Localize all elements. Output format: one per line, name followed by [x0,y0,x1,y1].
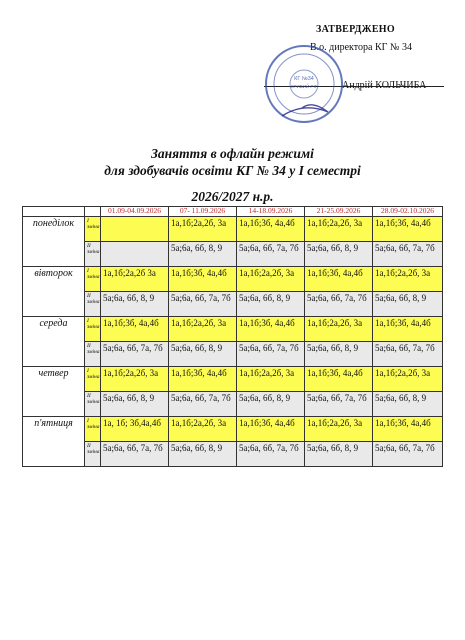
approval-name: Андрій КОЛЬЧИБА [342,80,427,91]
official-stamp [262,42,346,126]
schedule-table [22,206,443,467]
schedule-cell: 1а,1б;2а,2б, 3а [101,367,169,392]
approval-title: ЗАТВЕРДЖЕНО [316,24,395,35]
svg-text:КГ №34: КГ №34 [294,76,314,82]
schedule-cell: 1а, 1б; 3б,4а,4б [101,417,169,442]
schedule-cell: 5а;6а, 6б, 8, 9 [169,342,237,367]
week-header: 01.09-04.09.2026 [101,207,169,217]
shift-label: І зміна [85,317,101,342]
schedule-cell: 5а;6а, 6б, 7а, 7б [305,392,373,417]
shift-label: І зміна [85,417,101,442]
shift-label: ІІ зміна [85,392,101,417]
schedule-cell: 5а;6а, 6б, 7а, 7б [237,342,305,367]
table-row [23,442,443,467]
schedule-cell: 1а,1б;2а,2б, 3а [305,217,373,242]
schedule-cell: 1а,1б;3б, 4а,4б [373,417,443,442]
schedule-cell: 1а,1б;3б, 4а,4б [237,217,305,242]
table-row [23,217,443,242]
schedule-cell: 5а;6а, 6б, 8, 9 [237,292,305,317]
schedule-cell: 1а,1б;3б, 4а,4б [305,267,373,292]
schedule-cell: 5а;6а, 6б, 7а, 7б [305,292,373,317]
week-header: 14-18.09.2026 [237,207,305,217]
corner-cell [85,207,101,217]
shift-label: ІІ зміна [85,242,101,267]
schedule-cell: 1а,1б;3б, 4а,4б [237,317,305,342]
schedule-cell: 1а,1б;2а,2б, 3а [305,417,373,442]
shift-label: І зміна [85,217,101,242]
schedule-cell [101,217,169,242]
table-row [23,317,443,342]
schedule-cell: 5а;6а, 6б, 7а, 7б [373,442,443,467]
table-row [23,342,443,367]
week-header: 21-25.09.2026 [305,207,373,217]
schedule-cell: 1а,1б;2а,2б, 3а [305,317,373,342]
schedule-cell: 1а,1б;2а,2б 3а [101,267,169,292]
document-subtitle: для здобувачів освіти КГ № 34 у І семестрі [104,163,361,178]
academic-year: 2026/2027 н.р. [191,189,274,204]
schedule-cell: 5а;6а, 6б, 7а, 7б [237,442,305,467]
schedule-cell [101,242,169,267]
schedule-cell: 5а;6а, 6б, 8, 9 [373,392,443,417]
schedule-cell: 1а,1б;2а,2б, 3а [373,267,443,292]
table-row [23,292,443,317]
schedule-cell: 5а;6а, 6б, 8, 9 [305,342,373,367]
approval-position: В.о. директора КГ № 34 [310,42,412,53]
document-title: Заняття в офлайн режимі [151,146,314,161]
schedule-cell: 5а;6а, 6б, 8, 9 [237,392,305,417]
schedule-cell: 5а;6а, 6б, 7а, 7б [373,242,443,267]
schedule-cell: 5а;6а, 6б, 7а, 7б [169,392,237,417]
schedule-cell: 1а,1б;2а,2б, 3а [373,367,443,392]
schedule-cell: 1а,1б;2а,2б, 3а [169,317,237,342]
schedule-cell: 1а,1б;2а,2б, 3а [169,217,237,242]
schedule-cell: 1а,1б;3б, 4а,4б [373,317,443,342]
schedule-cell: 5а;6а, 6б, 7а, 7б [101,442,169,467]
header-row [23,207,443,217]
day-label: понеділок [23,217,85,267]
schedule-cell: 5а;6а, 6б, 7а, 7б [101,342,169,367]
week-header: 07- 11.09.2026 [169,207,237,217]
schedule-cell: 1а,1б;3б, 4а,4б [237,417,305,442]
schedule-cell: 1а,1б;3б, 4а,4б [169,267,237,292]
table-row [23,367,443,392]
day-label: четвер [23,367,85,417]
schedule-cell: 5а;6а, 6б, 7а, 7б [169,292,237,317]
schedule-cell: 1а,1б;2а,2б, 3а [237,367,305,392]
shift-label: ІІ зміна [85,292,101,317]
schedule-cell: 1а,1б;2а,2б, 3а [237,267,305,292]
schedule-cell: 5а;6а, 6б, 7а, 7б [237,242,305,267]
table-row [23,242,443,267]
shift-label: ІІ зміна [85,342,101,367]
schedule-cell: 5а;6а, 6б, 8, 9 [101,392,169,417]
shift-label: ІІ зміна [85,442,101,467]
schedule-cell: 5а;6а, 6б, 8, 9 [305,242,373,267]
schedule-cell: 1а,1б;3б, 4а,4б [169,367,237,392]
schedule-cell: 5а;6а, 6б, 8, 9 [305,442,373,467]
week-header: 28.09-02.10.2026 [373,207,443,217]
day-label: середа [23,317,85,367]
document-header [0,146,465,205]
shift-label: І зміна [85,367,101,392]
table-row [23,267,443,292]
schedule-cell: 1а,1б;3б, 4а,4б [101,317,169,342]
schedule-cell: 1а,1б;2а,2б, 3а [169,417,237,442]
day-label: вівторок [23,267,85,317]
schedule-cell: 5а;6а, 6б, 7а, 7б [373,342,443,367]
svg-text:КРИВИЙ РІГ: КРИВИЙ РІГ [290,84,318,89]
schedule-cell: 1а,1б;3б, 4а,4б [373,217,443,242]
schedule-cell: 5а;6а, 6б, 8, 9 [373,292,443,317]
schedule-cell: 1а,1б;3б, 4а,4б [305,367,373,392]
schedule-cell: 5а;6а, 6б, 8, 9 [169,242,237,267]
table-row [23,392,443,417]
schedule-cell: 5а;6а, 6б, 8, 9 [101,292,169,317]
shift-label: І зміна [85,267,101,292]
table-row [23,417,443,442]
schedule-cell: 5а;6а, 6б, 8, 9 [169,442,237,467]
corner-cell [23,207,85,217]
day-label: п'ятниця [23,417,85,467]
